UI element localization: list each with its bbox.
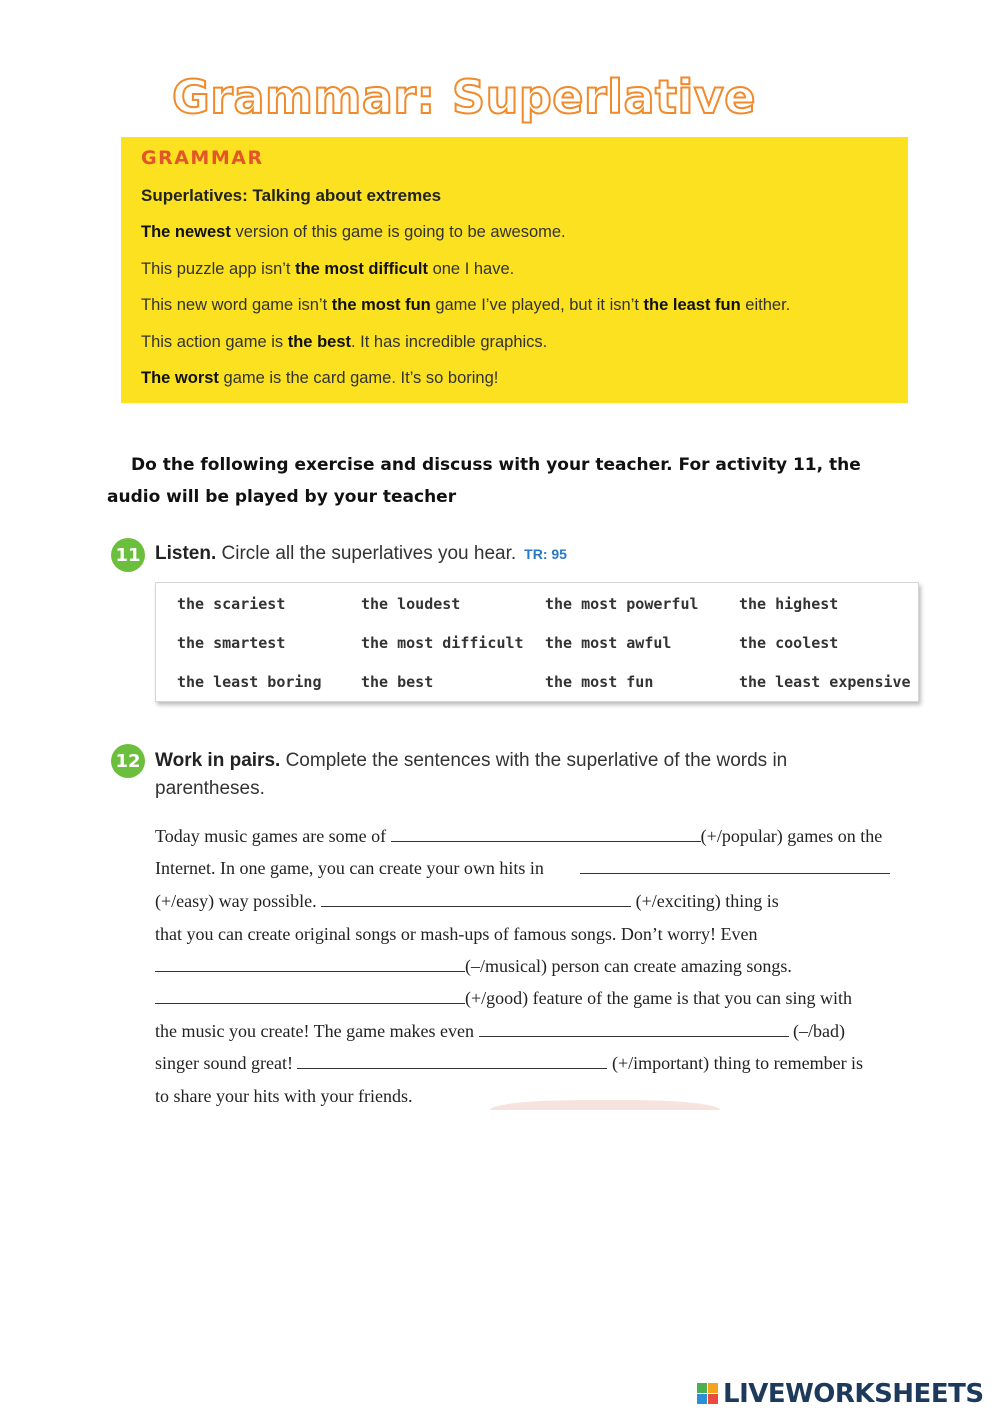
answer-blank[interactable] xyxy=(391,840,701,842)
story-line: to share your hits with your friends. xyxy=(155,1086,413,1106)
word-option[interactable]: the highest xyxy=(739,595,839,613)
logo-square xyxy=(708,1394,718,1404)
word-option[interactable]: the least boring xyxy=(177,673,322,691)
word-option[interactable]: the coolest xyxy=(739,634,839,652)
story-line: Today music games are some of (+/popular) games on the xyxy=(155,826,883,846)
story-line: (+/easy) way possible. (+/exciting) thing is xyxy=(155,891,779,911)
logo-square xyxy=(697,1383,707,1393)
exercise-12-heading: Work in pairs. Complete the sentences with the superlative of the words in xyxy=(155,750,788,771)
instruction-text: Do the following exercise and discuss with your teacher. For activity 11, the audio will be played by your teacher xyxy=(107,455,861,507)
word-option[interactable]: the scariest xyxy=(177,595,286,613)
grammar-box xyxy=(121,137,908,403)
story-line: Internet. In one game, you can create your own hits in xyxy=(155,858,890,879)
word-option[interactable]: the loudest xyxy=(361,595,461,613)
answer-blank[interactable] xyxy=(479,1035,789,1037)
exercise-11-heading: Listen. Circle all the superlatives you hear. TR: 95 xyxy=(155,543,567,564)
grammar-example: The worst game is the card game. It’s so boring! xyxy=(141,369,499,387)
word-option[interactable]: the least expensive xyxy=(739,673,911,691)
page-title: Grammar: Superlative xyxy=(172,70,756,124)
illustration-fragment xyxy=(490,1100,720,1110)
grammar-example: The newest version of this game is going to be awesome. xyxy=(141,223,566,241)
answer-blank[interactable] xyxy=(580,872,890,874)
grammar-heading: GRAMMAR xyxy=(141,147,264,169)
grammar-example: This puzzle app isn’t the most difficult one I have. xyxy=(141,260,515,278)
exercise-12-number-badge: 12 xyxy=(111,744,145,778)
exercise-12-heading-continued: parentheses. xyxy=(155,778,265,799)
logo-square xyxy=(697,1394,707,1404)
grammar-example: This action game is the best. It has incredible graphics. xyxy=(141,333,548,351)
word-option[interactable]: the most awful xyxy=(545,634,672,652)
story-line: (–/musical) person can create amazing songs. xyxy=(155,956,792,977)
grammar-subtitle: Superlatives: Talking about extremes xyxy=(141,186,442,205)
liveworksheets-logo[interactable] xyxy=(697,1378,984,1410)
track-label: TR: 95 xyxy=(524,546,567,562)
liveworksheets-logo-icon xyxy=(697,1383,719,1405)
grammar-example: This new word game isn’t the most fun game I’ve played, but it isn’t the least fun either. xyxy=(141,296,791,314)
answer-blank[interactable] xyxy=(297,1067,607,1069)
word-option[interactable]: the most difficult xyxy=(361,634,524,652)
logo-text: LIVEWORKSHEETS xyxy=(723,1379,984,1409)
word-option[interactable]: the best xyxy=(361,673,434,691)
word-option[interactable]: the most powerful xyxy=(545,595,699,613)
story-line: (+/good) feature of the game is that you can sing with xyxy=(155,988,852,1009)
logo-square xyxy=(708,1383,718,1393)
answer-blank[interactable] xyxy=(155,970,465,972)
word-option[interactable]: the most fun xyxy=(545,673,654,691)
answer-blank[interactable] xyxy=(155,1002,465,1004)
story-line: singer sound great! (+/important) thing to remember is xyxy=(155,1053,864,1073)
exercise-11-number-badge: 11 xyxy=(111,538,145,572)
word-option[interactable]: the smartest xyxy=(177,634,286,652)
answer-blank[interactable] xyxy=(321,905,631,907)
story-line: that you can create original songs or mash-ups of famous songs. Don’t worry! Even xyxy=(155,924,758,944)
story-line: the music you create! The game makes even (–/bad) xyxy=(155,1021,846,1041)
word-table xyxy=(155,582,919,702)
